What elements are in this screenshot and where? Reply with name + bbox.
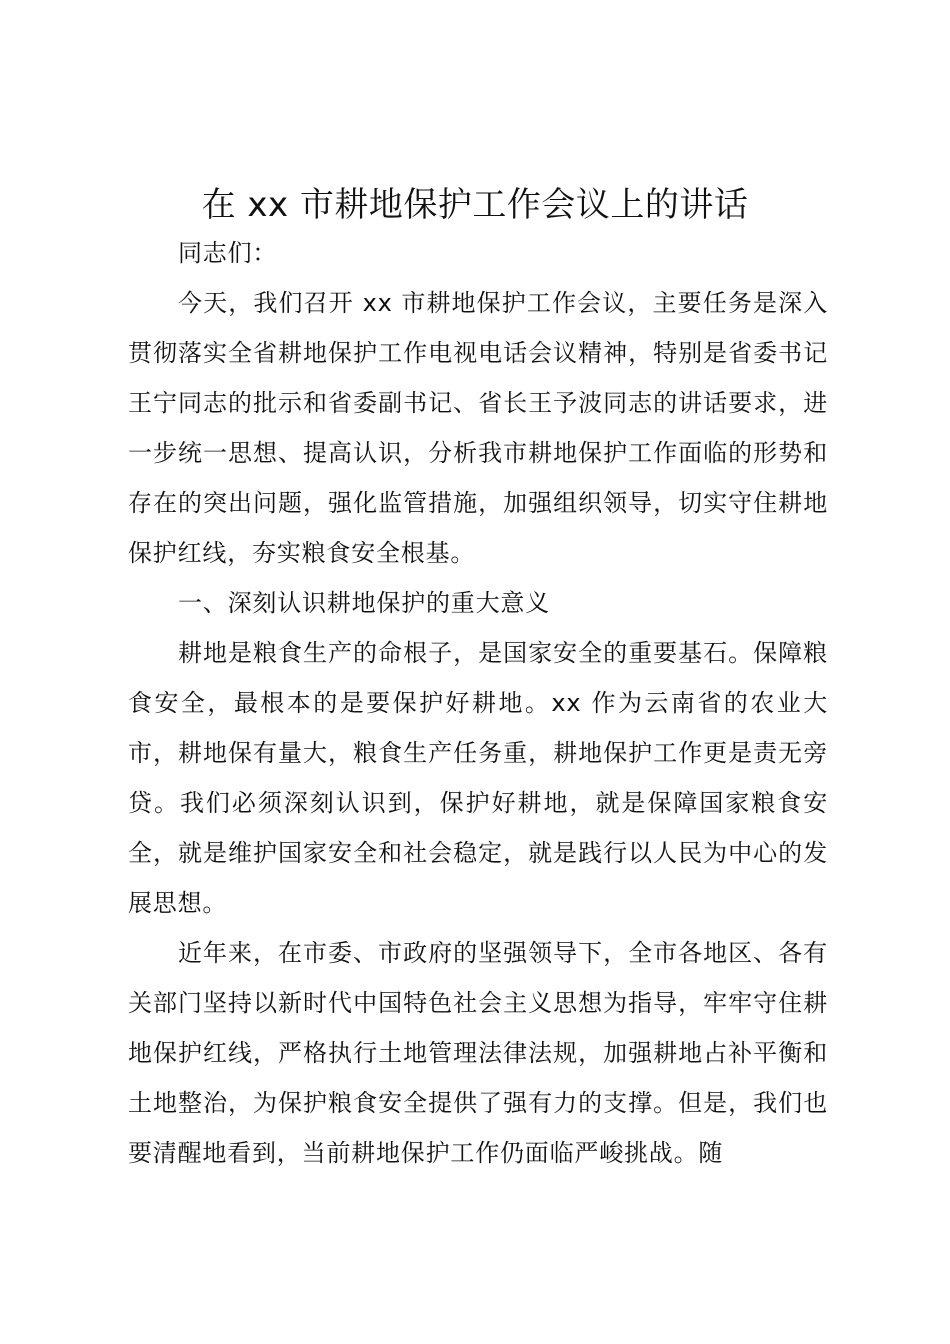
paragraph-recent-years: 近年来，在市委、市政府的坚强领导下，全市各地区、各有关部门坚持以新时代中国特色社会主义思想为指导，牢牢守住耕地保护红线，严格执行土地管理法律法规，加强耕地占补平衡和土地整治，为保护粮食安全提供了强有力的支撑。但是，我们也要清醒地看到，当前耕地保护工作仍面临严峻挑战。随: [128, 939, 828, 1167]
document-body: [128, 228, 828, 1178]
salutation: 同志们：: [178, 239, 278, 267]
paragraph-intro: 今天，我们召开 xx 市耕地保护工作会议，主要任务是深入贯彻落实全省耕地保护工作电视电话会议精神，特别是省委书记王宁同志的批示和省委副书记、省长王予波同志的讲话要求，进一步统一思想、提高认识，分析我市耕地保护工作面临的形势和存在的突出问题，强化监管措施，加强组织领导，切实守住耕地保护红线，夯实粮食安全根基。: [128, 289, 828, 567]
document-title: 在 xx 市耕地保护工作会议上的讲话: [201, 185, 749, 225]
paragraph-significance: 耕地是粮食生产的命根子，是国家安全的重要基石。保障粮食安全，最根本的是要保护好耕地。xx 作为云南省的农业大市，耕地保有量大，粮食生产任务重，耕地保护工作更是责无旁贷。我们必须深刻认识到，保护好耕地，就是保障国家粮食安全，就是维护国家安全和社会稳定，就是践行以人民为中心的发展思想。: [128, 639, 828, 917]
section-heading-1: 一、深刻认识耕地保护的重大意义: [178, 589, 550, 617]
